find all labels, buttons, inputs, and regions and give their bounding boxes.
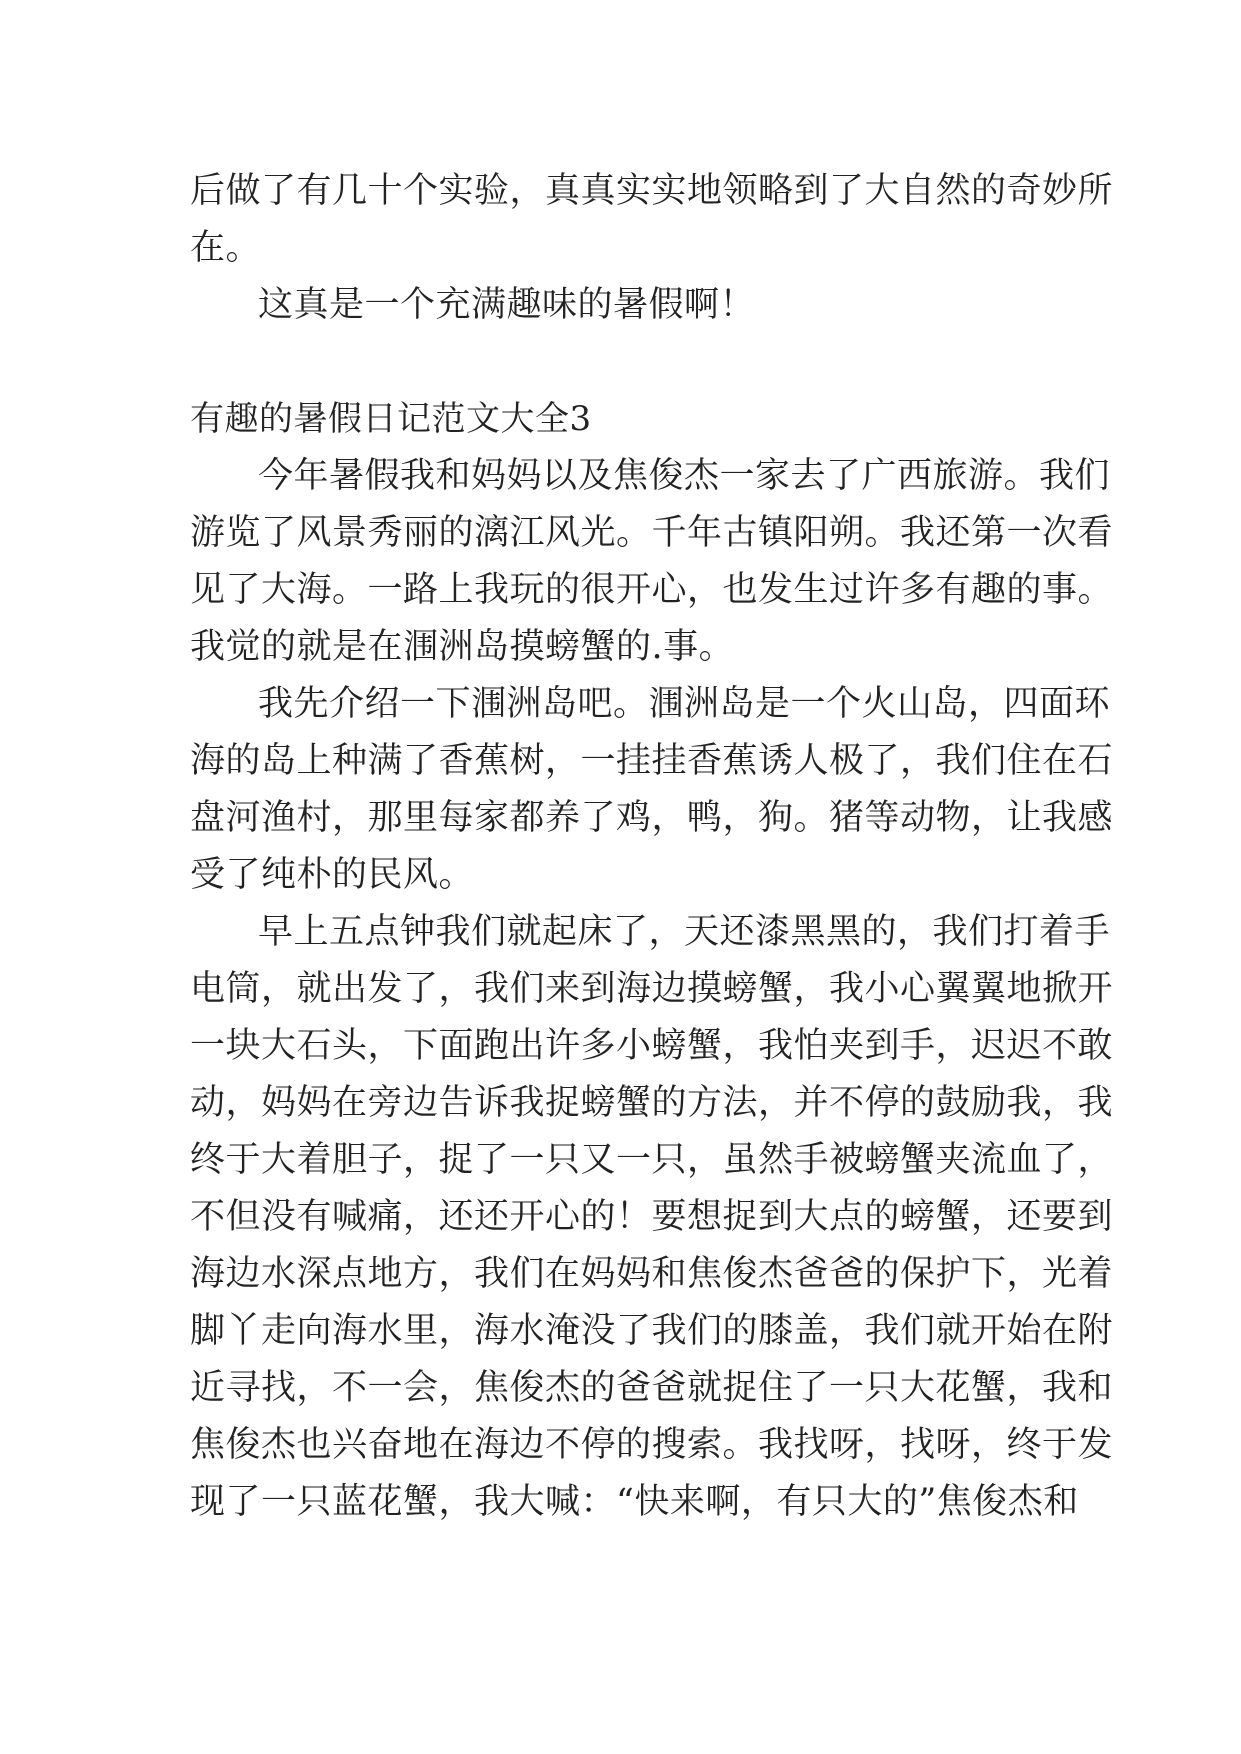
text-line-15: 一块大石头，下面跑出许多小螃蟹，我怕夹到手，迟迟不敢 bbox=[190, 1026, 1114, 1066]
section-heading: 有趣的暑假日记范文大全3 bbox=[190, 399, 592, 439]
text-line-7: 见了大海。一路上我玩的很开心，也发生过许多有趣的事。 bbox=[190, 570, 1114, 610]
text-line-12: 受了纯朴的民风。 bbox=[190, 855, 475, 895]
text-line-17: 终于大着胆子，捉了一只又一只，虽然手被螃蟹夹流血了， bbox=[190, 1140, 1114, 1180]
text-line-19: 海边水深点地方，我们在妈妈和焦俊杰爸爸的保护下，光着 bbox=[190, 1254, 1114, 1294]
text-line-21: 近寻找，不一会，焦俊杰的爸爸就捉住了一只大花蟹，我和 bbox=[190, 1368, 1114, 1408]
text-line-9: 我先介绍一下涠洲岛吧。涠洲岛是一个火山岛，四面环 bbox=[258, 684, 1111, 724]
text-line-23: 现了一只蓝花蟹，我大喊：“快来啊，有只大的”焦俊杰和 bbox=[190, 1482, 1079, 1522]
text-line-5: 今年暑假我和妈妈以及焦俊杰一家去了广西旅游。我们 bbox=[258, 456, 1111, 496]
text-line-20: 脚丫走向海水里，海水淹没了我们的膝盖，我们就开始在附 bbox=[190, 1311, 1114, 1351]
text-line-11: 盘河渔村，那里每家都养了鸡，鸭，狗。猪等动物，让我感 bbox=[190, 798, 1114, 838]
text-line-13: 早上五点钟我们就起床了，天还漆黑黑的，我们打着手 bbox=[258, 912, 1111, 952]
text-line-8: 我觉的就是在涠洲岛摸螃蟹的.事。 bbox=[190, 627, 735, 667]
text-line-2: 在。 bbox=[190, 228, 262, 268]
text-line-18: 不但没有喊痛，还还开心的！要想捉到大点的螃蟹，还要到 bbox=[190, 1197, 1114, 1237]
text-line-3: 这真是一个充满趣味的暑假啊！ bbox=[258, 285, 756, 325]
text-line-16: 动，妈妈在旁边告诉我捉螃蟹的方法，并不停的鼓励我，我 bbox=[190, 1083, 1114, 1123]
text-line-22: 焦俊杰也兴奋地在海边不停的搜索。我找呀，找呀，终于发 bbox=[190, 1425, 1114, 1465]
text-line-10: 海的岛上种满了香蕉树，一挂挂香蕉诱人极了，我们住在石 bbox=[190, 741, 1114, 781]
text-line-14: 电筒，就出发了，我们来到海边摸螃蟹，我小心翼翼地掀开 bbox=[190, 969, 1114, 1009]
text-line-1: 后做了有几十个实验，真真实实地领略到了大自然的奇妙所 bbox=[190, 171, 1114, 211]
text-line-6: 游览了风景秀丽的漓江风光。千年古镇阳朔。我还第一次看 bbox=[190, 513, 1114, 553]
